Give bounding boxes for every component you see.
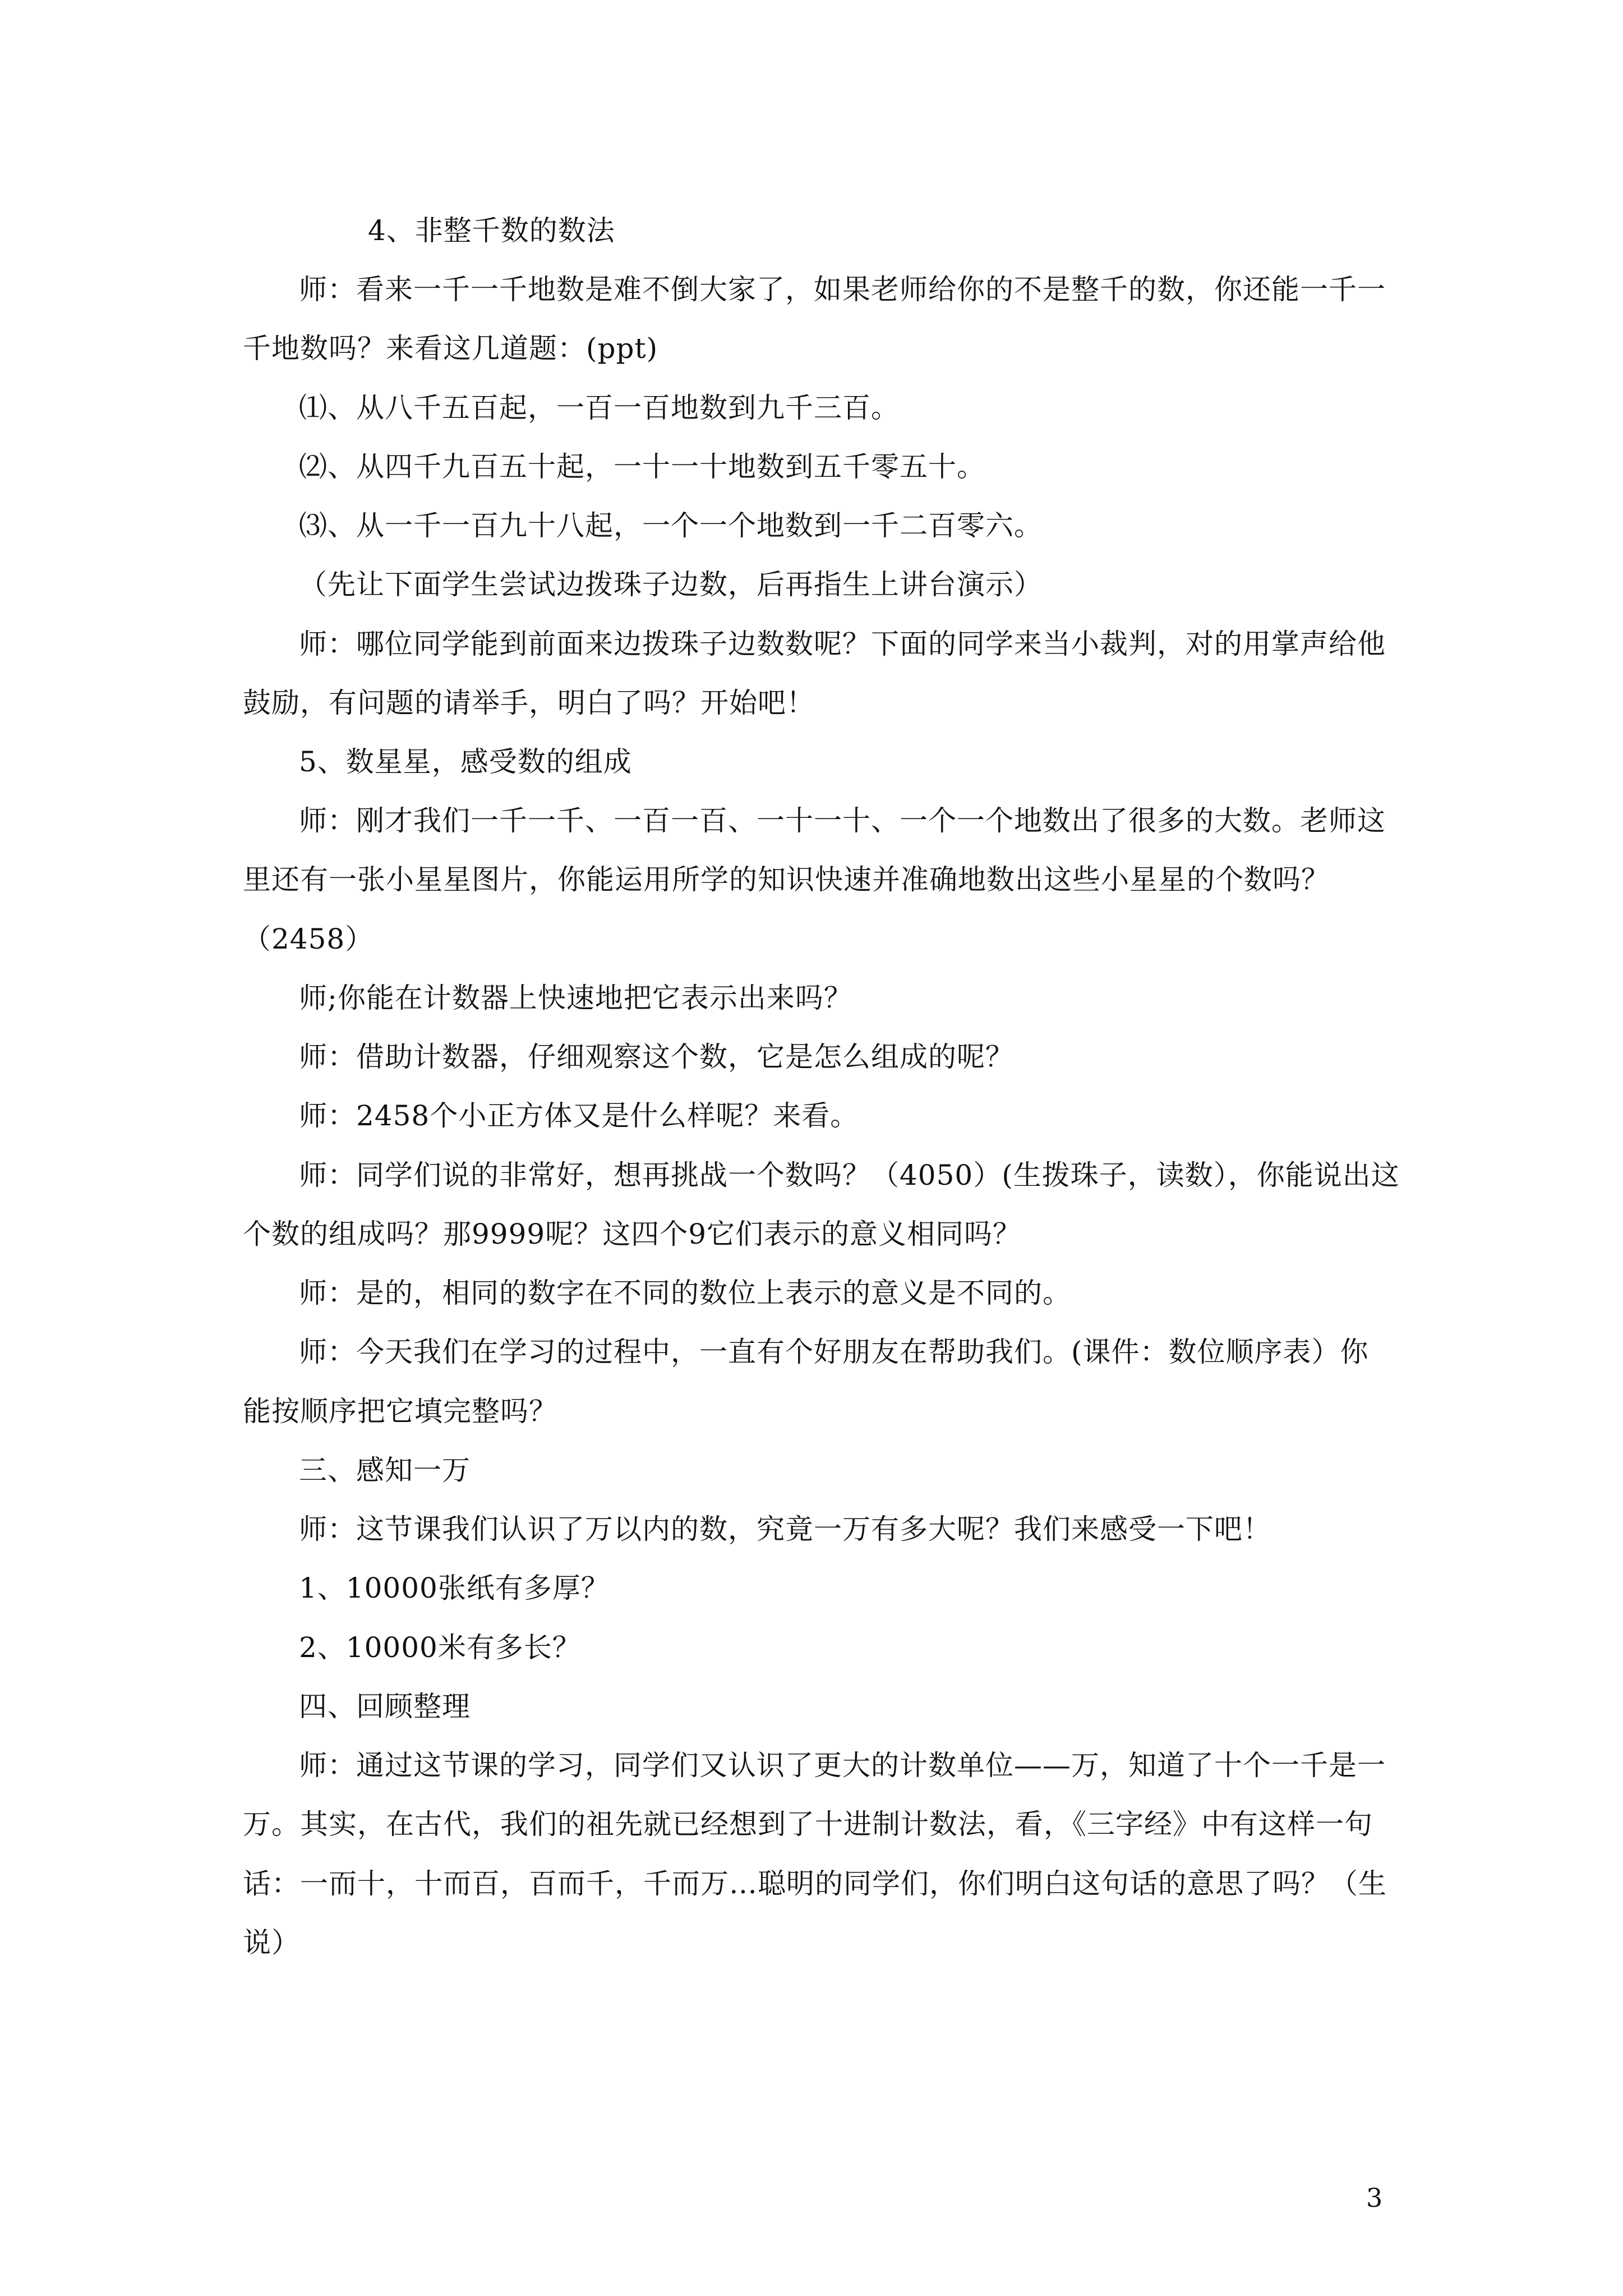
list-item-1: ⑴、从八千五百起，一百一百地数到九千三百。	[299, 392, 900, 424]
paragraph-line: （2458）	[243, 923, 374, 955]
paragraph-line: 师：刚才我们一千一千、一百一百、一十一十、一个一个地数出了很多的大数。老师这	[299, 804, 1386, 837]
paragraph-line: 千地数吗？来看这几道题：(ppt)	[243, 332, 658, 365]
paragraph-line: 说）	[243, 1926, 300, 1959]
paragraph-line: 师：同学们说的非常好，想再挑战一个数吗？（4050）(生拨珠子，读数），你能说出这	[299, 1159, 1400, 1191]
paragraph-line: 鼓励，有问题的请举手，明白了吗？开始吧！	[243, 687, 815, 719]
section-heading-3: 三、感知一万	[299, 1454, 471, 1487]
paragraph-line: （先让下面学生尝试边拨珠子边数，后再指生上讲台演示）	[299, 568, 1043, 601]
list-item: 1、10000张纸有多厚？	[299, 1572, 610, 1604]
list-item-3: ⑶、从一千一百九十八起，一个一个地数到一千二百零六。	[299, 509, 1043, 542]
section-heading-4b: 四、回顾整理	[299, 1690, 471, 1723]
paragraph-line: 能按顺序把它填完整吗？	[243, 1395, 557, 1428]
page-number: 3	[1366, 2183, 1383, 2213]
section-heading-5: 5、数星星，感受数的组成	[299, 746, 632, 778]
list-item-2: ⑵、从四千九百五十起，一十一十地数到五千零五十。	[299, 450, 985, 483]
paragraph-line: 万。其实，在古代，我们的祖先就已经想到了十进制计数法，看，《三字经》中有这样一句	[243, 1808, 1373, 1841]
paragraph-line: 师;你能在计数器上快速地把它表示出来吗？	[299, 982, 852, 1014]
paragraph-line: 师：是的，相同的数字在不同的数位上表示的意义是不同的。	[299, 1277, 1071, 1309]
list-item: 2、10000米有多长？	[299, 1631, 581, 1664]
paragraph-line: 师：借助计数器，仔细观察这个数，它是怎么组成的呢？	[299, 1041, 1014, 1073]
paragraph-line: 师：2458个小正方体又是什么样呢？来看。	[299, 1099, 859, 1132]
paragraph-line: 师：哪位同学能到前面来边拨珠子边数数呢？下面的同学来当小裁判，对的用掌声给他	[299, 628, 1386, 660]
paragraph-line: 个数的组成吗？那9999呢？这四个9它们表示的意义相同吗？	[243, 1218, 1022, 1250]
paragraph-line: 师：看来一千一千地数是难不倒大家了，如果老师给你的不是整千的数，你还能一千一	[299, 273, 1386, 306]
paragraph-line: 师：这节课我们认识了万以内的数，究竟一万有多大呢？我们来感受一下吧！	[299, 1513, 1271, 1545]
paragraph-line: 师：今天我们在学习的过程中，一直有个好朋友在帮助我们。(课件：数位顺序表）你	[299, 1336, 1369, 1368]
paragraph-line: 话：一而十，十而百，百而千，千而万…聪明的同学们，你们明白这句话的意思了吗？（生	[243, 1867, 1387, 1900]
section-heading-4: 4、非整千数的数法	[368, 214, 615, 247]
paragraph-line: 师：通过这节课的学习，同学们又认识了更大的计数单位——万，知道了十个一千是一	[299, 1749, 1386, 1782]
paragraph-line: 里还有一张小星星图片，你能运用所学的知识快速并准确地数出这些小星星的个数吗？	[243, 863, 1330, 896]
